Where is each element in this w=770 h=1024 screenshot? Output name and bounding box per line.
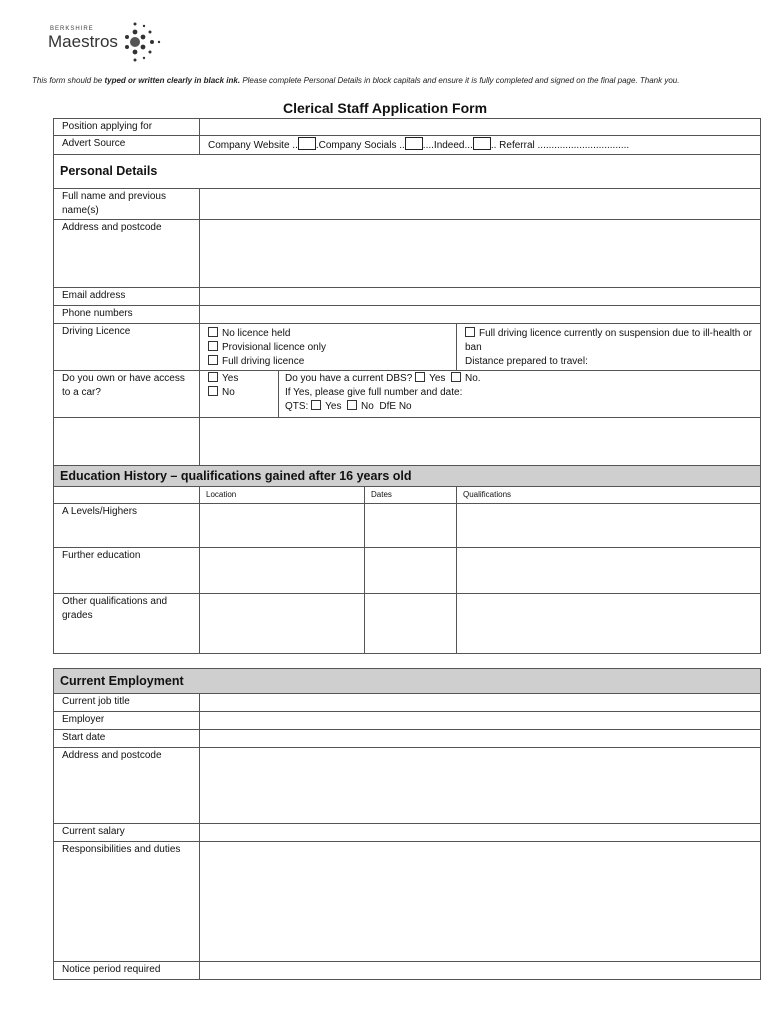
notice-period-field[interactable] <box>200 962 761 980</box>
job-title-field[interactable] <box>200 694 761 712</box>
job-title-label: Current job title <box>54 694 200 712</box>
a-levels-quals[interactable] <box>457 504 761 548</box>
other-quals-location[interactable] <box>200 594 365 654</box>
personal-details-table <box>53 118 761 654</box>
a-levels-dates[interactable] <box>365 504 457 548</box>
further-education-quals[interactable] <box>457 548 761 594</box>
car-and-dbs: Yes No Do you have a current DBS? Yes No. If Yes, please give full number and date: QTS: Yes No DfE No <box>200 371 761 418</box>
a-levels-location[interactable] <box>200 504 365 548</box>
driving-options-right: Full driving licence currently on suspension due to ill-health or ban Distance prepared to travel: <box>457 324 761 371</box>
full-licence-checkbox[interactable] <box>208 355 218 365</box>
responsibilities-label: Responsibilities and duties <box>54 842 200 962</box>
full-name-label: Full name and previous name(s) <box>54 189 200 220</box>
distance-text: Distance prepared to travel: <box>465 356 588 367</box>
logo <box>48 20 168 66</box>
email-field[interactable] <box>200 288 761 306</box>
dbs-no-checkbox[interactable] <box>451 372 461 382</box>
responsibilities-field[interactable] <box>200 842 761 962</box>
further-education-dates[interactable] <box>365 548 457 594</box>
advert-website-checkbox[interactable] <box>298 137 316 150</box>
email-label: Email address <box>54 288 200 306</box>
a-levels-label: A Levels/Highers <box>54 504 200 548</box>
advert-indeed-checkbox[interactable] <box>473 137 491 150</box>
qts-no-checkbox[interactable] <box>347 400 357 410</box>
phone-label: Phone numbers <box>54 306 200 324</box>
dates-header: Dates <box>365 487 457 504</box>
phone-field[interactable] <box>200 306 761 324</box>
provisional-licence-checkbox[interactable] <box>208 341 218 351</box>
employment-table <box>53 668 761 980</box>
address-label: Address and postcode <box>54 220 200 288</box>
driving-options-left: No licence held Provisional licence only Full driving licence <box>200 324 457 371</box>
logo-main-text: Maestros <box>48 32 118 51</box>
car-yes-checkbox[interactable] <box>208 372 218 382</box>
form-title: Clerical Staff Application Form <box>282 100 488 116</box>
intro-text: This form should be typed or written clearly in black ink. Please complete Personal Details in block capitals and ensure it is fully completed and signed on the final page. Thank you. <box>32 76 680 85</box>
employment-heading: Current Employment <box>54 669 761 694</box>
dbs-yes-checkbox[interactable] <box>415 372 425 382</box>
salary-field[interactable] <box>200 824 761 842</box>
start-date-label: Start date <box>54 730 200 748</box>
car-no-checkbox[interactable] <box>208 386 218 396</box>
qts-yes-checkbox[interactable] <box>311 400 321 410</box>
other-quals-dates[interactable] <box>365 594 457 654</box>
blank-label-cell <box>54 418 200 466</box>
advert-options: Company Website .. .Company Socials .. ....Indeed... .. Referral ................................. <box>200 136 761 155</box>
employer-label: Employer <box>54 712 200 730</box>
position-field[interactable] <box>200 119 761 136</box>
salary-label: Current salary <box>54 824 200 842</box>
advert-socials-checkbox[interactable] <box>405 137 423 150</box>
other-quals-label: Other qualifications and grades <box>54 594 200 654</box>
further-education-label: Further education <box>54 548 200 594</box>
full-name-field[interactable] <box>200 189 761 220</box>
logo-small-text: BERKSHIRE <box>50 26 94 32</box>
qualifications-header: Qualifications <box>457 487 761 504</box>
employment-address-label: Address and postcode <box>54 748 200 824</box>
address-field[interactable] <box>200 220 761 288</box>
driving-label: Driving Licence <box>54 324 200 371</box>
blank-field-cell[interactable] <box>200 418 761 466</box>
car-label: Do you own or have access to a car? <box>54 371 200 418</box>
location-header: Location <box>200 487 365 504</box>
employer-field[interactable] <box>200 712 761 730</box>
suspended-licence-checkbox[interactable] <box>465 327 475 337</box>
other-quals-grades[interactable] <box>457 594 761 654</box>
logo-dots-icon <box>122 20 162 64</box>
further-education-location[interactable] <box>200 548 365 594</box>
education-heading: Education History – qualifications gained after 16 years old <box>54 466 761 487</box>
notice-period-label: Notice period required <box>54 962 200 980</box>
position-label: Position applying for <box>54 119 200 136</box>
dbs-ifyes-text: If Yes, please give full number and date: <box>285 387 463 398</box>
advert-label: Advert Source <box>54 136 200 155</box>
no-licence-checkbox[interactable] <box>208 327 218 337</box>
employment-address-field[interactable] <box>200 748 761 824</box>
start-date-field[interactable] <box>200 730 761 748</box>
personal-details-heading: Personal Details <box>54 155 761 189</box>
